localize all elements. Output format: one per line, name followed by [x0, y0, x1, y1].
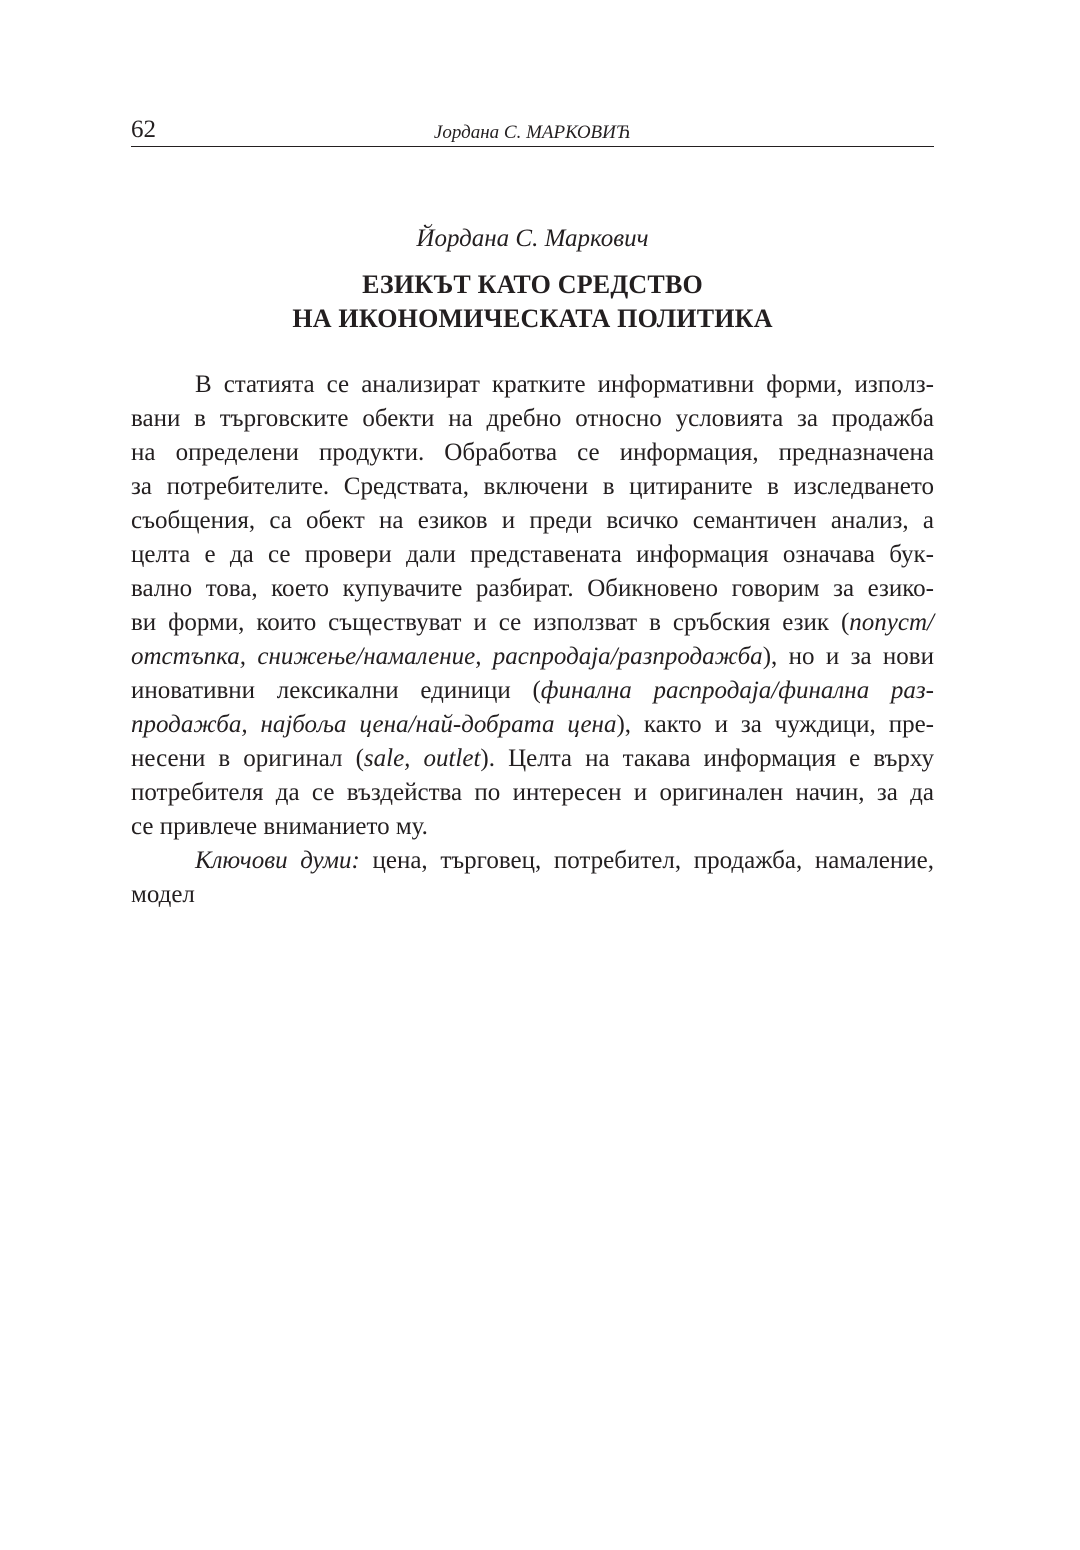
article-title-line: НА ИКОНОМИЧЕСКАТА ПОЛИТИКА — [292, 304, 773, 333]
abstract-line: В статията се анализират кратките информативни форми, използ- — [195, 371, 934, 398]
article-title-line: ЕЗИКЪТ КАТО СРЕДСТВО — [362, 270, 703, 299]
abstract-line: вани в търговските обекти на дребно относно условията за продажба — [131, 405, 934, 432]
abstract-line: на определени продукти. Обработва се информация, предназначена — [131, 439, 934, 466]
abstract-line: за потребителите. Средствата, включени в цитираните в изследването — [131, 473, 934, 500]
abstract-example-italic: финална распродаја/финална раз- — [540, 677, 934, 704]
abstract-line — [131, 708, 934, 742]
abstract-text: ). Целта на такава информация е върху — [480, 745, 934, 772]
abstract-line — [131, 674, 934, 708]
running-title: Јордана С. МАРКОВИЋ — [433, 122, 632, 143]
keywords-text: цена, търговец, потребител, продажба, намаление, — [359, 847, 934, 874]
abstract-example-italic: sale, outlet — [363, 745, 481, 772]
abstract-line — [131, 640, 934, 674]
abstract-example-italic: попуст/ — [849, 609, 934, 636]
keywords-line: модел — [131, 881, 195, 908]
abstract-line — [131, 606, 934, 640]
article-author: Йордана С. Маркович — [416, 225, 649, 252]
abstract-line: се привлече вниманието му. — [131, 813, 428, 840]
abstract-line: съобщения, са обект на езиков и преди всичко семантичен анализ, а — [131, 507, 934, 534]
keywords-label: Ключови думи: — [195, 847, 360, 874]
abstract-text: ви форми, които съществуват и се използват в сръбския език ( — [131, 609, 850, 636]
keywords-line — [131, 844, 934, 878]
abstract-text: иновативни лексикални единици ( — [131, 677, 541, 704]
abstract — [131, 368, 934, 912]
abstract-text: ), но и за нови — [762, 643, 934, 670]
running-head — [131, 112, 934, 147]
abstract-line: потребителя да се въздейства по интересен и оригинален начин, за да — [131, 779, 934, 806]
abstract-example-italic: продажба, најбоља цена/най-добрата цена — [131, 711, 617, 738]
abstract-example-italic: отстъпка, снижење/намаление, распродаја/разпродажба — [131, 643, 763, 670]
abstract-line: вално това, което купувачите разбират. Обикновено говорим за езико- — [131, 575, 934, 602]
abstract-text: ), както и за чуждици, пре- — [616, 711, 934, 738]
abstract-line: целта е да се провери дали представената информация означава бук- — [131, 541, 934, 568]
article-title — [131, 268, 934, 336]
abstract-line — [131, 742, 934, 776]
page-number: 62 — [131, 116, 156, 143]
abstract-text: несени в оригинал ( — [131, 745, 364, 772]
